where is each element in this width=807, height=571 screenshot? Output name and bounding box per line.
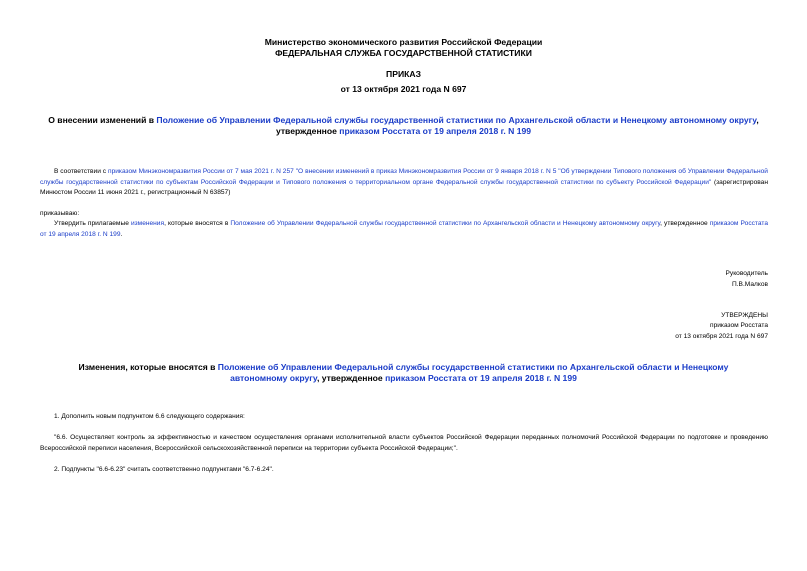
- preamble-paragraph: [40, 167, 768, 199]
- approval-stamp-line1: УТВЕРЖДЕНЫ: [721, 312, 768, 319]
- signature-name: П.В.Малков: [731, 281, 768, 288]
- approval-text-d: .: [120, 230, 123, 238]
- ministry-name: Министерство экономического развития Российской Федерации: [264, 37, 543, 47]
- item-1-text: 1. Дополнить новым подпунктом 6.6 следующего содержания:: [54, 413, 245, 420]
- approval-text-a: Утвердить прилагаемые: [54, 220, 131, 227]
- approval-stamp-line2: приказом Росстата: [710, 322, 768, 329]
- approval-stamp-line3: от 13 октября 2021 года N 697: [675, 333, 768, 340]
- order-word: приказываю:: [40, 210, 80, 217]
- preamble-text-b: (зарегистрирован Минюстом России 11 июня 2021 г., регистрационный N 63857): [40, 178, 768, 196]
- changes-title-prefix: Изменения, которые вносятся в: [78, 362, 218, 372]
- title-middle: , утвержденное: [275, 115, 759, 136]
- service-name: ФЕДЕРАЛЬНАЯ СЛУЖБА ГОСУДАРСТВЕННОЙ СТАТИСТИКИ: [275, 48, 532, 58]
- item-2-text: 2. Подпункты "6.6-6.23" считать соответственно подпунктами "6.7-6.24".: [54, 466, 274, 473]
- approval-link-order[interactable]: приказом Росстата от 19 апреля 2018 г. N 199: [40, 220, 768, 238]
- preamble-text-a: В соответствии с: [54, 168, 108, 175]
- document-type: ПРИКАЗ: [386, 69, 421, 79]
- item-1-content: [40, 433, 768, 454]
- changes-title-link-order[interactable]: приказом Росстата от 19 апреля 2018 г. N 199: [385, 373, 577, 383]
- document-date-number: от 13 октября 2021 года N 697: [340, 84, 467, 94]
- changes-title: [55, 362, 752, 384]
- item-1: [40, 412, 768, 423]
- approval-text-c: , утвержденное: [660, 220, 710, 227]
- approval-link-regulation[interactable]: Положение об Управлении Федеральной службы государственной статистики по Архангельской области и Ненецкому автономному округу: [230, 220, 661, 227]
- preamble-link-order[interactable]: приказом Минэкономразвития России от 7 мая 2021 г. N 257 "О внесении изменений в приказ Минэкономразвития России от 9 января 2018 г. N 5 "Об утверждении Типового положения об Управлении Федеральной службы государственной статистики по субъектам Российской Федерации и Типового положения о территориальном органе Федеральной службы государственной статистики по субъекту Российской Федерации": [40, 168, 768, 186]
- changes-title-middle: , утвержденное: [317, 373, 386, 383]
- item-1-content-text: "6.6. Осуществляет контроль за эффективностью и качеством осуществления органами исполнительной власти субъектов Российской Федерации переданных полномочий Российской Федерации по подготовке и проведению Всероссийской переписи населения, Всероссийской сельскохозяйственной переписи на территории субъекта Российской Федерации;".: [40, 434, 768, 452]
- title-link-order[interactable]: приказом Росстата от 19 апреля 2018 г. N 199: [339, 126, 532, 136]
- title-prefix: О внесении изменений в: [48, 115, 157, 125]
- signature-position: Руководитель: [725, 270, 768, 277]
- title-link-regulation[interactable]: Положение об Управлении Федеральной службы государственной статистики по Архангельской области и Ненецкому автономному округу: [156, 115, 757, 125]
- item-2: [40, 465, 768, 476]
- approval-link-changes[interactable]: изменения: [130, 220, 165, 227]
- approval-text-b: , которые вносятся в: [164, 220, 231, 227]
- changes-title-link-regulation[interactable]: Положение об Управлении Федеральной службы государственной статистики по Архангельской области и Ненецкому автономному округу: [217, 362, 729, 383]
- document-title: [48, 115, 759, 137]
- approval-paragraph: [40, 219, 768, 240]
